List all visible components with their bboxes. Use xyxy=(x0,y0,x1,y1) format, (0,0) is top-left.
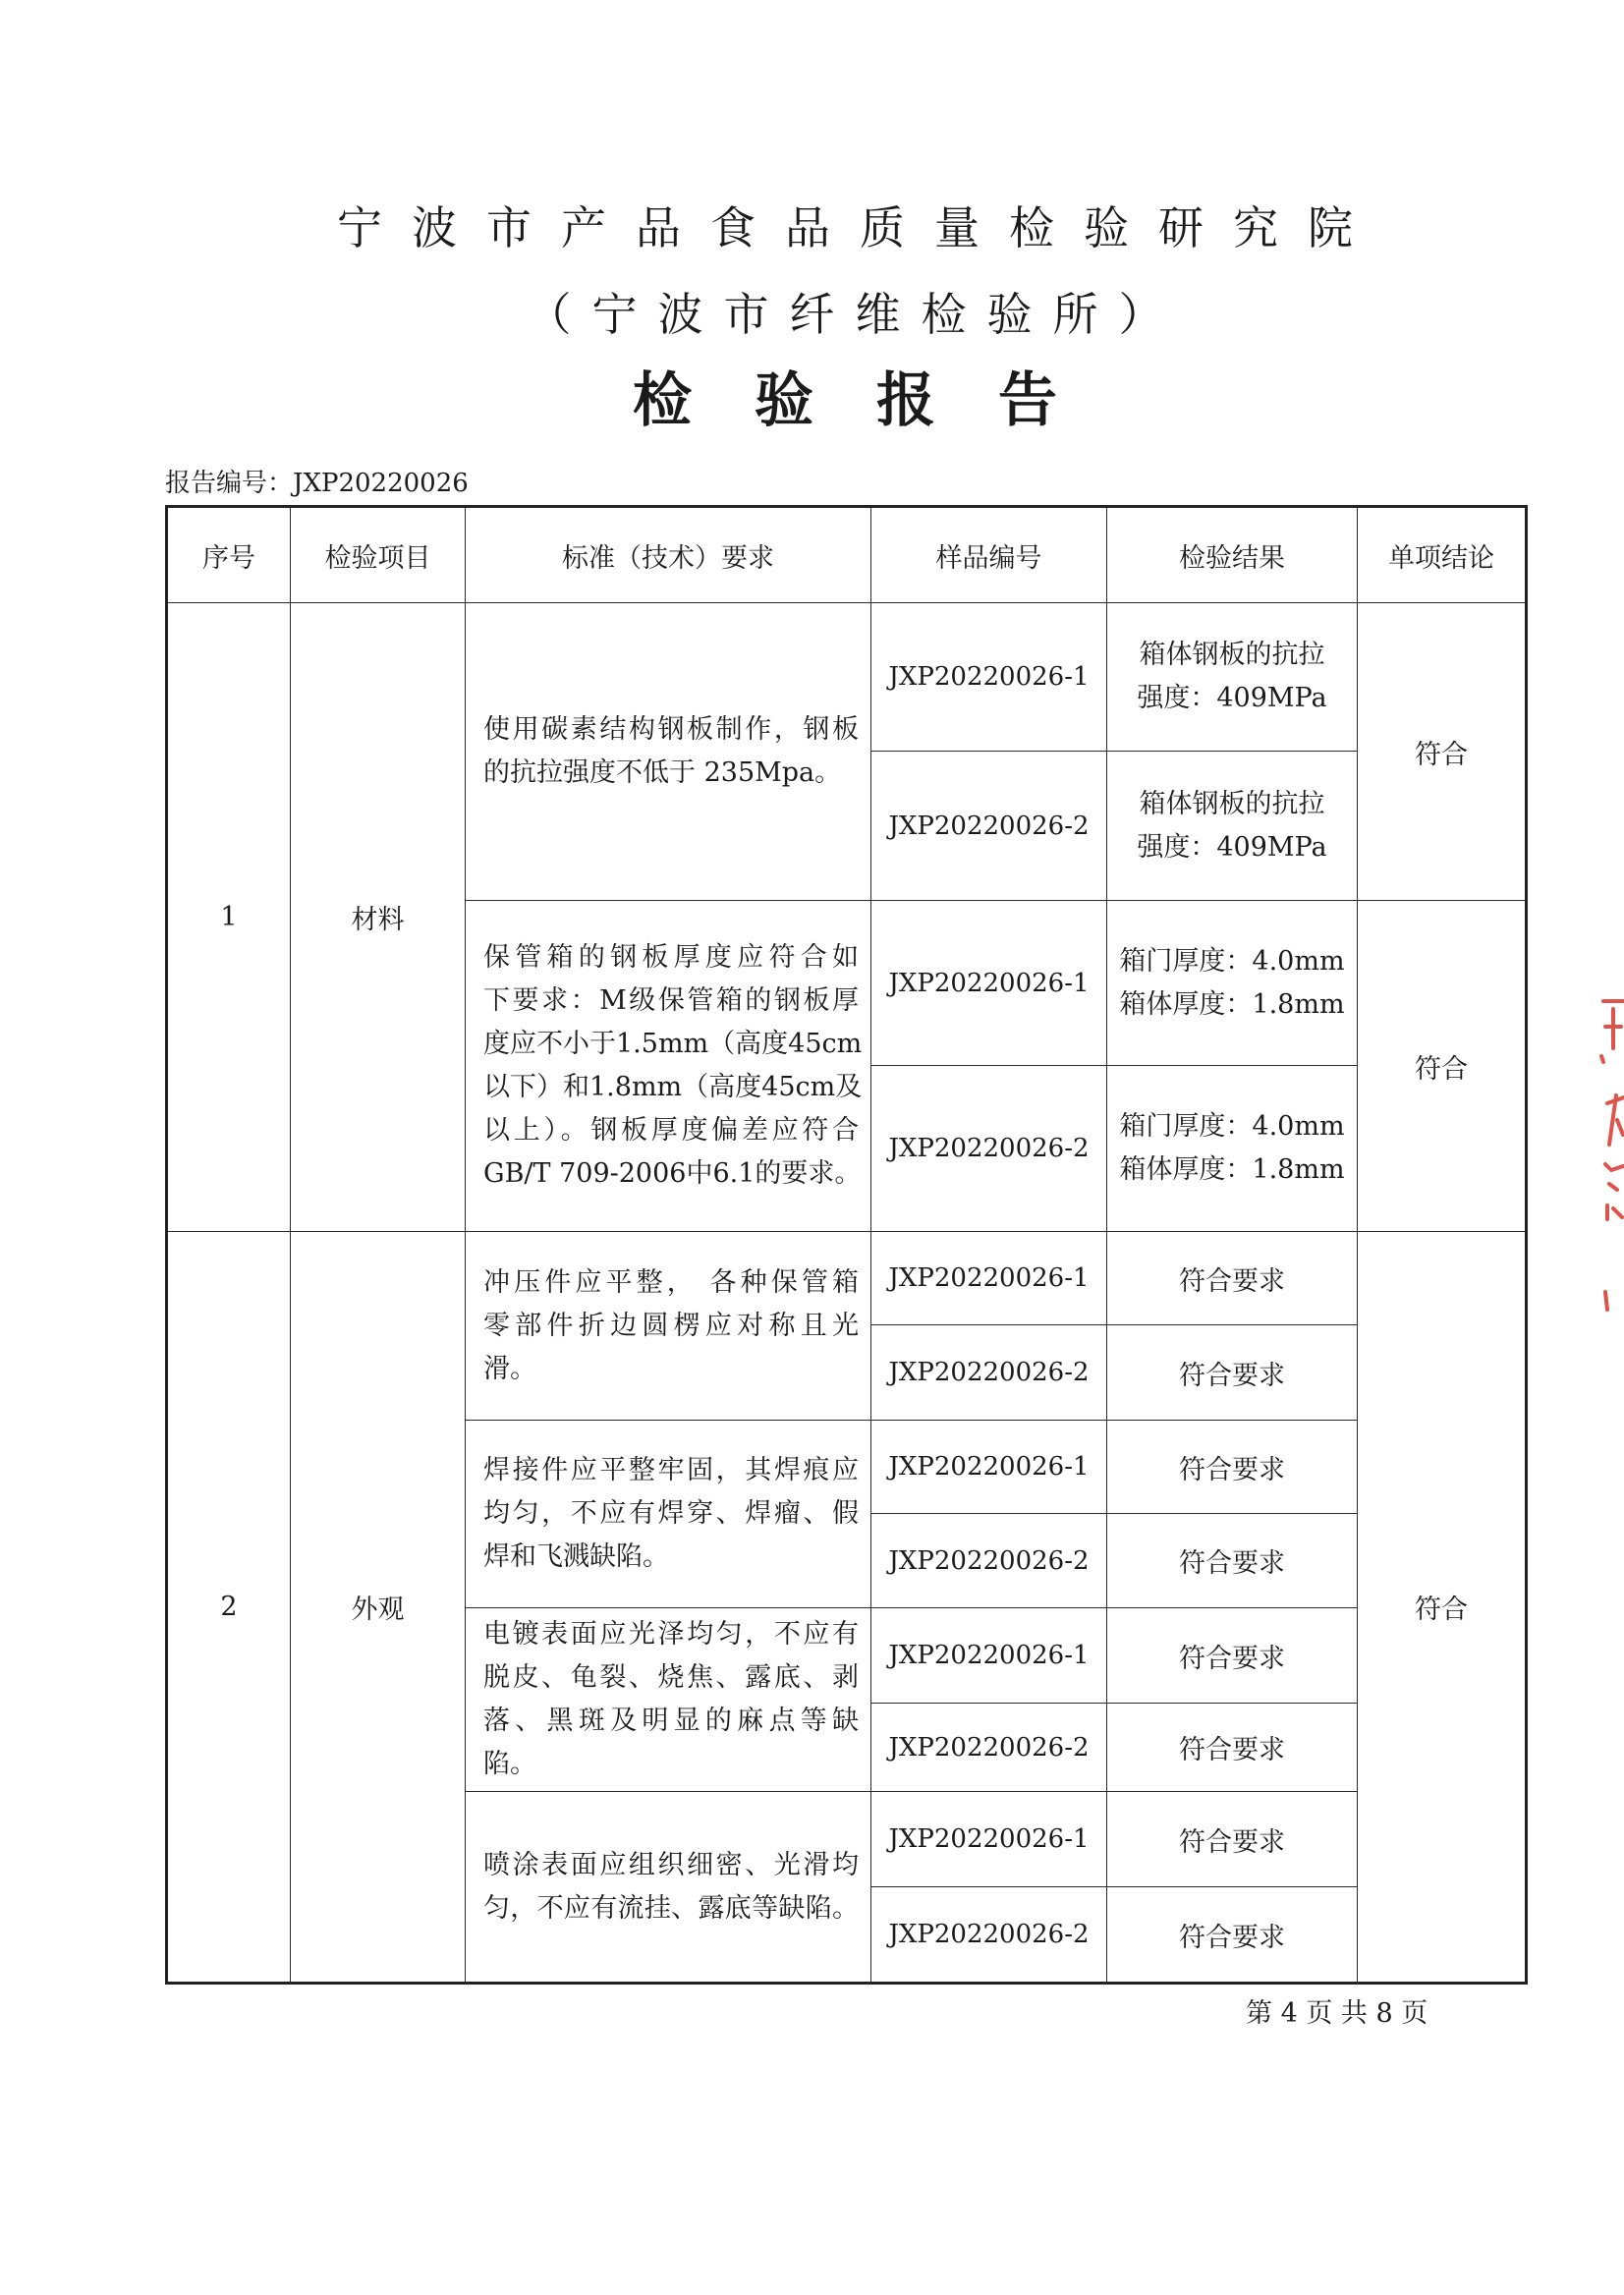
requirement-line: 均匀，不应有焊穿、焊瘤、假 xyxy=(483,1498,859,1529)
result-cell xyxy=(1107,1066,1358,1232)
requirement-cell xyxy=(466,1792,871,1984)
requirement-line: 的抗拉强度不低于 235Mpa。 xyxy=(483,757,842,788)
result-line: 箱门厚度：4.0mm xyxy=(1119,1111,1345,1142)
requirement-cell xyxy=(466,603,871,901)
requirement-line: 电镀表面应光泽均匀，不应有 xyxy=(483,1619,859,1650)
result-line: 强度：409MPa xyxy=(1137,831,1327,863)
sample-id: JXP20220026-2 xyxy=(871,752,1107,901)
item-name: 外观 xyxy=(291,1232,466,1984)
report-number-value: JXP20220026 xyxy=(293,469,469,498)
sample-id: JXP20220026-2 xyxy=(871,1066,1107,1232)
requirement-line: 喷涂表面应组织细密、光滑均 xyxy=(483,1849,859,1880)
requirement-line: GB/T 709-2006中6.1的要求。 xyxy=(483,1158,862,1189)
requirement-line: 焊和飞溅缺陷。 xyxy=(483,1541,669,1572)
header-item: 检验项目 xyxy=(291,507,466,603)
conclusion: 符合 xyxy=(1358,603,1527,901)
result-cell: 符合要求 xyxy=(1107,1792,1358,1887)
result-line: 箱体厚度：1.8mm xyxy=(1119,988,1345,1020)
requirement-line: 匀，不应有流挂、露底等缺陷。 xyxy=(483,1892,859,1924)
requirement-line: 脱皮、龟裂、烧焦、露底、剥 xyxy=(483,1662,859,1693)
requirement-line: 以上）。钢板厚度偏差应符合 xyxy=(483,1115,859,1146)
sample-id: JXP20220026-2 xyxy=(871,1887,1107,1984)
header-index: 序号 xyxy=(167,507,291,603)
sample-id: JXP20220026-1 xyxy=(871,603,1107,752)
result-line: 箱体钢板的抗拉 xyxy=(1139,788,1325,819)
header-requirement: 标准（技术）要求 xyxy=(466,507,871,603)
requirement-line: 使用碳素结构钢板制作，钢板 xyxy=(483,714,859,745)
requirement-line: 下要求：M级保管箱的钢板厚 xyxy=(483,985,859,1016)
result-line: 强度：409MPa xyxy=(1137,683,1327,713)
result-cell: 符合要求 xyxy=(1107,1608,1358,1704)
org-subname: （宁波市纤维检验所） xyxy=(526,288,1185,341)
result-cell: 符合要求 xyxy=(1107,1325,1358,1421)
result-cell: 符合要求 xyxy=(1107,1887,1358,1984)
requirement-cell xyxy=(466,901,871,1232)
requirement-line: 以下）和1.8mm（高度45cm及 xyxy=(483,1072,863,1102)
result-cell: 符合要求 xyxy=(1107,1421,1358,1514)
table-row xyxy=(167,603,1527,752)
result-cell xyxy=(1107,752,1358,901)
header-sample-id: 样品编号 xyxy=(871,507,1107,603)
org-name: 宁波市产品食品质量检验研究院 xyxy=(337,201,1382,254)
requirement-line: 焊接件应平整牢固，其焊痕应 xyxy=(483,1455,859,1485)
requirement-line: 陷。 xyxy=(483,1749,536,1779)
requirement-line: 冲压件应平整， 各种保管箱 xyxy=(483,1266,859,1298)
header-conclusion: 单项结论 xyxy=(1358,507,1527,603)
item-index: 1 xyxy=(167,603,291,1232)
result-line: 箱门厚度：4.0mm xyxy=(1119,945,1345,977)
report-title: 检验报告 xyxy=(633,366,1120,435)
sample-id: JXP20220026-1 xyxy=(871,1792,1107,1887)
item-index: 2 xyxy=(167,1232,291,1984)
result-line: 箱体厚度：1.8mm xyxy=(1119,1154,1345,1185)
table-row xyxy=(167,1232,1527,1325)
result-cell xyxy=(1107,901,1358,1066)
sample-id: JXP20220026-2 xyxy=(871,1325,1107,1421)
sample-id: JXP20220026-1 xyxy=(871,1608,1107,1704)
requirement-line: 落、黑斑及明显的麻点等缺 xyxy=(483,1706,859,1736)
requirement-cell xyxy=(466,1421,871,1608)
result-cell: 符合要求 xyxy=(1107,1704,1358,1792)
result-cell: 符合要求 xyxy=(1107,1514,1358,1608)
requirement-line: 滑。 xyxy=(483,1353,536,1384)
requirement-line: 度应不小于1.5mm（高度45cm xyxy=(483,1029,863,1059)
result-cell xyxy=(1107,603,1358,752)
requirement-line: 零部件折边圆楞应对称且光 xyxy=(483,1310,859,1341)
sample-id: JXP20220026-1 xyxy=(871,1232,1107,1325)
item-name: 材料 xyxy=(291,603,466,1232)
conclusion: 符合 xyxy=(1358,1232,1527,1984)
report-number xyxy=(165,467,469,500)
sample-id: JXP20220026-1 xyxy=(871,1421,1107,1514)
conclusion: 符合 xyxy=(1358,901,1527,1232)
seal-fragment xyxy=(1596,997,1624,1316)
result-cell: 符合要求 xyxy=(1107,1232,1358,1325)
sample-id: JXP20220026-2 xyxy=(871,1704,1107,1792)
result-line: 箱体钢板的抗拉 xyxy=(1139,640,1325,670)
table-header-row xyxy=(167,507,1527,603)
sample-id: JXP20220026-1 xyxy=(871,901,1107,1066)
requirement-cell xyxy=(466,1608,871,1792)
requirement-cell xyxy=(466,1232,871,1421)
report-number-label: 报告编号： xyxy=(165,469,294,498)
requirement-line: 保管箱的钢板厚度应符合如 xyxy=(483,942,859,973)
inspection-table xyxy=(165,505,1528,1985)
page-number: 第 4 页 共 8 页 xyxy=(1246,1998,1428,2029)
sample-id: JXP20220026-2 xyxy=(871,1514,1107,1608)
header-result: 检验结果 xyxy=(1107,507,1358,603)
